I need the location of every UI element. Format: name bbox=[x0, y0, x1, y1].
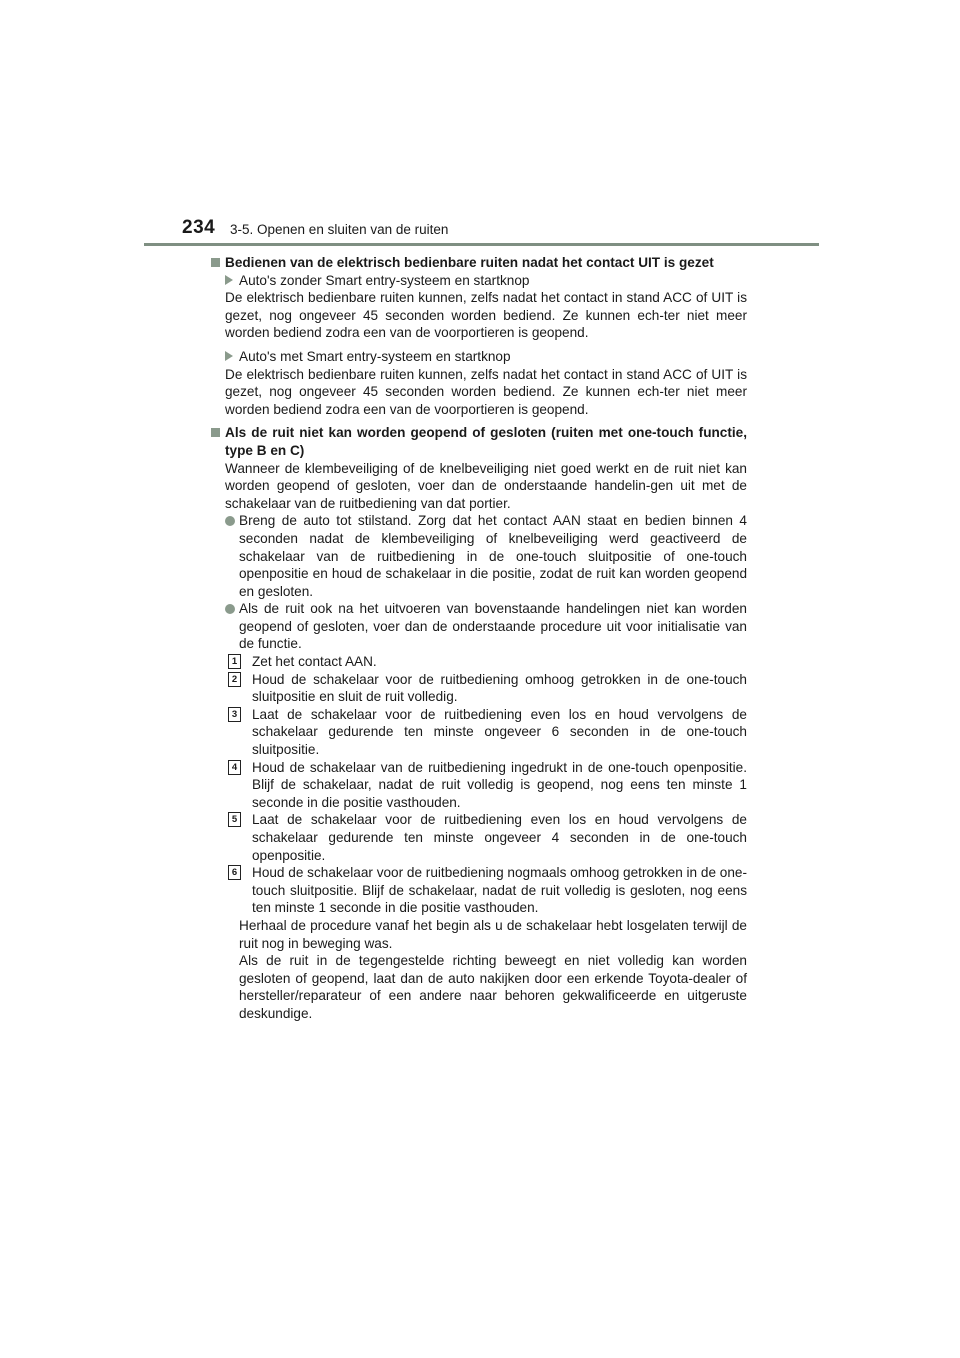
step-text: Houd de schakelaar voor de ruitbediening nogmaals omhoog getrokken in de one-touch sluitpositie. Blijf de schakelaar, nadat de ruit volledig is gesloten, nog eens ten minste 1 seconde in die positie vasthouden. bbox=[252, 865, 747, 916]
step-number: 1 bbox=[228, 654, 241, 669]
step-item bbox=[211, 671, 747, 706]
subsection-label bbox=[211, 272, 747, 290]
triangle-bullet-icon bbox=[225, 275, 233, 285]
closing-sentence: Herhaal de procedure vanaf het begin als u de schakelaar hebt losgelaten terwijl de ruit nog in beweging was. bbox=[239, 917, 747, 951]
main-content bbox=[211, 254, 747, 1023]
step-number: 6 bbox=[228, 865, 241, 880]
section-heading bbox=[211, 254, 747, 272]
closing-paragraph bbox=[211, 917, 747, 1023]
subsection-label bbox=[211, 348, 747, 366]
step-item bbox=[211, 811, 747, 864]
circle-bullet-icon bbox=[225, 516, 235, 526]
paragraph: Wanneer de klembeveiliging of de knelbeveiliging niet goed werkt en de ruit niet kan worden geopend of gesloten, voer dan de onderstaande handelin-gen uit met de schakelaar van de ruitbediening van dat portier. bbox=[225, 460, 747, 511]
step-number: 5 bbox=[228, 812, 241, 827]
section-title: 3-5. Openen en sluiten van de ruiten bbox=[230, 222, 449, 237]
closing-sentence: Als de ruit in de tegengestelde richting beweegt en niet volledig kan worden gesloten of geopend, laat dan de auto nakijken door een erkende Toyota-dealer of hersteller/reparateur of een andere naar behoren gekwalificeerde en uitgeruste deskundige. bbox=[239, 953, 747, 1021]
square-bullet-icon bbox=[211, 258, 220, 267]
subsection-label-text: Auto's zonder Smart entry-systeem en startknop bbox=[239, 272, 530, 288]
triangle-bullet-icon bbox=[225, 351, 233, 361]
step-text: Houd de schakelaar van de ruitbediening ingedrukt in de one-touch openpositie. Blijf de schakelaar, nadat de ruit volledig is geopend, nog eens ten minste 1 seconde in die positie vasthouden. bbox=[252, 759, 747, 810]
subsection-label-text: Auto's met Smart entry-systeem en startknop bbox=[239, 348, 511, 364]
list-item bbox=[211, 512, 747, 600]
step-text: Laat de schakelaar voor de ruitbediening even los en houd vervolgens de schakelaar gedurende ten minste ongeveer 4 seconden in de one-touch openpositie. bbox=[252, 812, 747, 863]
section-heading-text: Bedienen van de elektrisch bedienbare ruiten nadat het contact UIT is gezet bbox=[225, 255, 714, 270]
step-item bbox=[211, 864, 747, 917]
step-number: 2 bbox=[228, 672, 241, 687]
step-item bbox=[211, 653, 747, 671]
step-text: Houd de schakelaar voor de ruitbediening omhoog getrokken in de one-touch sluitpositie en sluit de ruit volledig. bbox=[252, 671, 747, 705]
section-heading bbox=[211, 424, 747, 459]
list-item bbox=[211, 600, 747, 653]
step-item bbox=[211, 759, 747, 812]
list-item-text: Als de ruit ook na het uitvoeren van bovenstaande handelingen niet kan worden geopend of gesloten, voer dan de onderstaande procedure uit voor initialisatie van de functie. bbox=[239, 601, 747, 652]
step-item bbox=[211, 706, 747, 759]
paragraph: De elektrisch bedienbare ruiten kunnen, zelfs nadat het contact in stand ACC of UIT is gezet, nog ongeveer 45 seconden worden bediend. Ze kunnen ech-ter niet meer worden bediend zodra een van de voorportieren is geopend. bbox=[225, 366, 747, 417]
list-item-text: Breng de auto tot stilstand. Zorg dat het contact AAN staat en bedien binnen 4 seconden nadat de klembeveiliging of knelbeveiliging werd geactiveerd de schakelaar van de ruitbediening in de one-touch sluitpositie of one-touch openpositie en houd de schakelaar in die positie, zodat de ruit kan worden geopend en gesloten. bbox=[239, 513, 747, 599]
square-bullet-icon bbox=[211, 428, 220, 437]
page-number: 234 bbox=[182, 217, 216, 238]
step-number: 4 bbox=[228, 760, 241, 775]
circle-bullet-icon bbox=[225, 604, 235, 614]
paragraph: De elektrisch bedienbare ruiten kunnen, zelfs nadat het contact in stand ACC of UIT is gezet, nog ongeveer 45 seconden worden bediend. Ze kunnen ech-ter niet meer worden bediend zodra een van de voorportieren is geopend. bbox=[225, 290, 747, 341]
header-divider bbox=[144, 243, 819, 246]
section-heading-text: Als de ruit niet kan worden geopend of gesloten (ruiten met one-touch functie, type B en C) bbox=[225, 425, 747, 458]
step-text: Zet het contact AAN. bbox=[252, 654, 377, 670]
step-text: Laat de schakelaar voor de ruitbediening even los en houd vervolgens de schakelaar gedurende ten minste ongeveer 6 seconden in de one-touch sluitpositie. bbox=[252, 706, 747, 758]
step-number: 3 bbox=[228, 707, 241, 722]
